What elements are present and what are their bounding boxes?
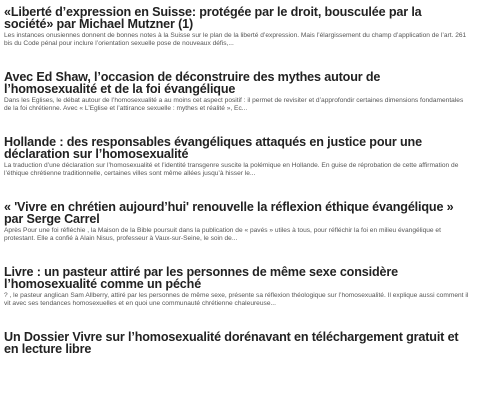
article-excerpt: Dans les Eglises, le débat autour de l’homosexualité a au moins cet aspect positif : il permet de revisiter et d’approfondir certaines dimensions fondamentales de la foi chrétienne. Avec « L’Eglise et l’attirance sexuelle : mythes et réalité », Ec...	[4, 96, 464, 113]
list-item	[4, 331, 471, 356]
list-item	[4, 266, 471, 309]
list-item	[4, 136, 471, 179]
article-title-link[interactable]: Livre : un pasteur attiré par les personnes de même sexe considère l’homosexualité comme un péché	[4, 265, 398, 292]
article-excerpt: La traduction d’une déclaration sur l’homosexualité et l’identité transgenre suscite la polémique en Hollande. En guise de réprobation de cette affirmation de l’éthique chrétienne traditionnelle, certaines villes sont même allées jusqu’à hisser le...	[4, 161, 459, 178]
article-excerpt: ? , le pasteur anglican Sam Allberry, attiré par les personnes de même sexe, présente sa réflexion théologique sur l’homosexualité. Il explique aussi comment il vit avec ses tendances homosexuelles et en quoi une communauté chrétienne chaleureuse...	[4, 291, 469, 308]
article-title-link[interactable]: Hollande : des responsables évangéliques attaqués en justice pour une déclaration sur l’homosexualité	[4, 135, 422, 162]
list-item	[4, 6, 471, 49]
list-item	[4, 71, 471, 114]
article-title-link[interactable]: Avec Ed Shaw, l’occasion de déconstruire des mythes autour de l’homosexualité et de la foi évangélique	[4, 70, 381, 97]
article-excerpt: Après Pour une foi réfléchie , la Maison de la Bible poursuit dans la publication de « pavés » utiles à tous, pour réfléchir la foi en milieu évangélique et protestant. Elle a confié à Alain Nisus, professeur à Vaux-sur-Seine, le soin de...	[4, 226, 441, 243]
article-title-link[interactable]: «Liberté d’expression en Suisse: protégée par le droit, bousculée par la société» par Michael Mutzner (1)	[4, 5, 422, 32]
article-title-link[interactable]: « 'Vivre en chrétien aujourd’hui' renouvelle la réflexion éthique évangélique » par Serge Carrel	[4, 200, 454, 227]
article-excerpt: Les instances onusiennes donnent de bonnes notes à la Suisse sur le plan de la liberté d’expression. Mais l’élargissement du champ d’application de l’art. 261 bis du Code pénal pour inclure l’orientation sexuelle pose de nouveaux défis,...	[4, 31, 467, 48]
article-title-link[interactable]: Un Dossier Vivre sur l’homosexualité dorénavant en téléchargement gratuit et en lecture libre	[4, 330, 459, 357]
list-item	[4, 201, 471, 244]
